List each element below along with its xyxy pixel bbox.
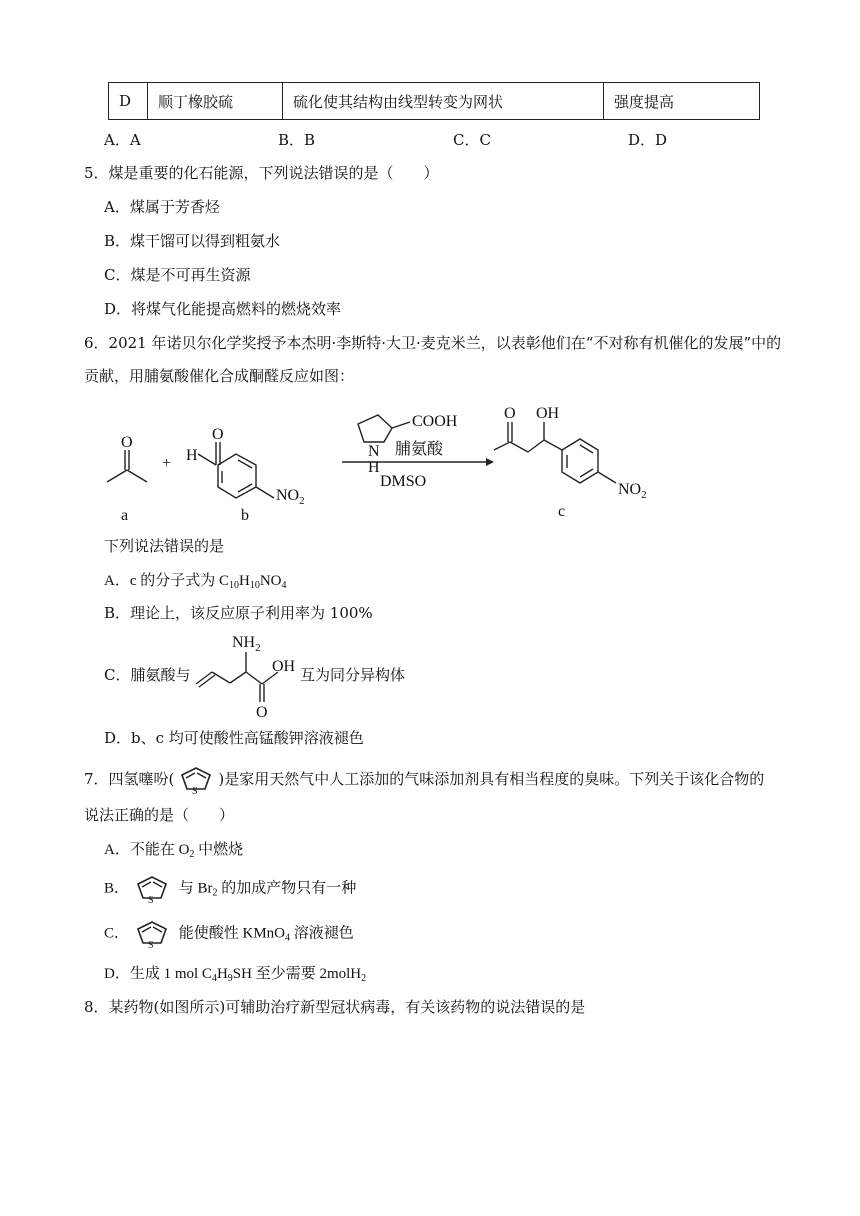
sulfur-label: S	[192, 786, 198, 797]
option-text: A．不能在 O	[104, 842, 190, 858]
subscript: 9	[227, 973, 233, 984]
atom-label: O	[256, 704, 268, 720]
sulfur-label: S	[148, 895, 154, 906]
compound-label-b: b	[241, 507, 249, 522]
compound-label-c: c	[558, 503, 566, 520]
subscript: 4	[281, 580, 287, 591]
hydroxyl-label: OH	[536, 405, 560, 422]
q6-option-b: B．理论上，该反应原子利用率为 100%	[104, 604, 373, 622]
q8-stem: 8．某药物(如图所示)可辅助治疗新型冠状病毒，有关该药物的说法错误的是	[84, 998, 586, 1016]
q4-option-b: B．B	[278, 131, 316, 149]
atom-label: H	[368, 459, 380, 476]
q5-stem: 5．煤是重要的化石能源，下列说法错误的是（ ）	[84, 164, 439, 182]
option-text: B．	[104, 880, 130, 897]
catalyst-name: 脯氨酸	[395, 441, 444, 458]
table-cell: 硫化使其结构由线型转变为网状	[283, 83, 604, 120]
nitro-text: NO	[618, 481, 642, 498]
q4-option-c: C．C	[453, 131, 491, 149]
option-text: 能使酸性 KMnO	[175, 925, 286, 942]
amine-label	[232, 634, 261, 654]
aminoacid-structure	[192, 628, 302, 720]
atom-label: H	[186, 447, 198, 464]
table-cell: 强度提高	[604, 83, 760, 120]
stem-text: 7．四氢噻吩(	[84, 770, 175, 788]
q5-option-c: C．煤是不可再生资源	[104, 266, 251, 284]
nitro-label	[276, 487, 305, 507]
hydroxyl-label: OH	[272, 658, 296, 675]
subscript: 4	[211, 973, 217, 984]
table-cell: 顺丁橡胶硫	[148, 83, 283, 120]
arrow-head	[486, 458, 494, 466]
table-cell: D	[109, 83, 148, 120]
option-text: 中燃烧	[194, 842, 244, 858]
option-text: 与 Br	[175, 880, 213, 897]
q5-option-a: A．煤属于芳香烃	[104, 198, 220, 216]
reaction-scheme	[90, 392, 690, 522]
thiophene-icon	[174, 763, 218, 797]
option-text: 溶液褪色	[290, 925, 354, 942]
amine-text: NH	[232, 634, 256, 651]
subscript: 4	[285, 932, 291, 944]
sulfur-label: S	[148, 940, 154, 951]
q5-option-d: D．将煤气化能提高燃料的燃烧效率	[104, 300, 342, 318]
q7-option-d	[104, 962, 366, 983]
thiophene-icon	[129, 872, 175, 906]
table-row	[109, 83, 760, 120]
option-text: C．	[104, 925, 130, 942]
q7-option-a	[104, 838, 243, 859]
option-text: H	[216, 966, 228, 982]
q4-option-d: D．D	[628, 131, 668, 149]
q6-stem-line2: 贡献，用脯氨酸催化合成酮醛反应如图：	[84, 367, 355, 385]
plus-sign: +	[162, 455, 172, 472]
nitro-text: NO	[276, 487, 300, 504]
q6-option-c-suffix: 互为同分异构体	[300, 666, 406, 684]
subscript: 2	[212, 887, 218, 899]
subscript: 2	[189, 849, 195, 860]
atom-label: O	[504, 405, 516, 422]
q5-option-b: B．煤干馏可以得到粗氨水	[104, 232, 281, 250]
option-text: A．c 的分子式为 C	[104, 573, 229, 589]
answer-table	[108, 82, 760, 120]
q6-prompt: 下列说法错误的是	[104, 537, 225, 555]
nitro-label	[618, 481, 647, 501]
q6-option-a	[104, 569, 287, 590]
option-text: SH 至少需要 2molH	[232, 966, 362, 982]
atom-label: O	[121, 434, 133, 451]
q7-option-c	[104, 917, 354, 951]
subscript: 2	[361, 973, 367, 984]
subscript: 2	[641, 489, 647, 501]
q7-stem-line1	[84, 763, 764, 797]
option-text: 的加成产物只有一种	[217, 880, 357, 897]
option-text: D．生成 1 mol C	[104, 966, 212, 982]
thiophene-icon	[129, 917, 175, 951]
option-text: H	[239, 573, 250, 589]
solvent-label: DMSO	[380, 473, 427, 490]
atom-label: O	[212, 426, 224, 443]
subscript: 2	[255, 642, 261, 654]
q4-option-a: A．A	[104, 131, 141, 149]
q6-stem-line1: 6．2021 年诺贝尔化学奖授予本杰明·李斯特·大卫·麦克米兰，以表彰他们在“不对称有机催化的发展”中的	[84, 334, 782, 352]
option-text: NO	[259, 573, 282, 589]
q6-option-c-label: C．脯氨酸与	[104, 666, 191, 684]
q7-option-b	[104, 872, 356, 906]
subscript: 10	[229, 580, 239, 591]
q6-option-d: D．b、c 均可使酸性高锰酸钾溶液褪色	[104, 729, 364, 747]
cooh-label: COOH	[412, 413, 458, 430]
q7-stem-line2: 说法正确的是（ ）	[84, 806, 235, 824]
compound-label-a: a	[121, 507, 129, 522]
subscript: 2	[299, 495, 305, 507]
atom-label: N	[368, 443, 380, 460]
subscript: 10	[249, 580, 260, 591]
stem-text: )是家用天然气中人工添加的气味添加剂具有相当程度的臭味。下列关于该化合物的	[218, 770, 765, 788]
